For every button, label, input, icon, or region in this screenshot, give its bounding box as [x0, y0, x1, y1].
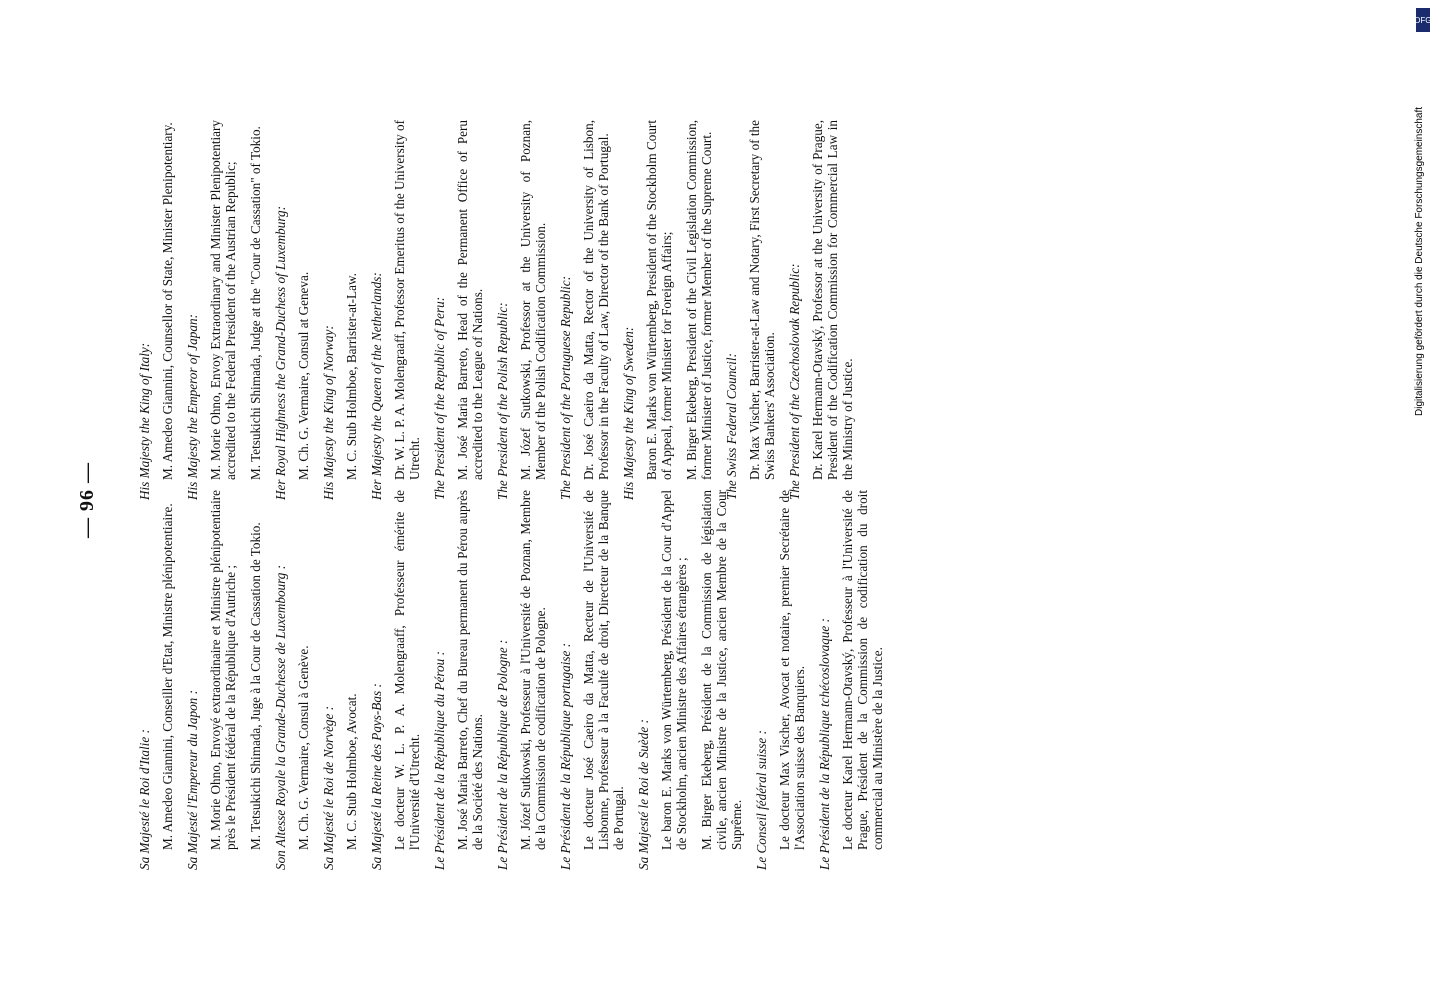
- french-section-heading: Son Altesse Royale la Grande-Duchesse de Luxembourg :: [273, 564, 288, 870]
- french-delegate-entry: Le docteur Karel Hermann-Otavský, Professeur à l'Université de Prague, Président de la Commission de codification du droit commercial au Ministère de la Justice.: [840, 490, 885, 850]
- french-section-heading: Le Président de la République portugaise :: [558, 642, 573, 870]
- english-delegate-entry: Dr. W. L. P. A. Molengraaff, Professor Emeritus of the University of Utrecht.: [392, 120, 422, 480]
- english-section-heading: His Majesty the King of Norway:: [321, 325, 336, 500]
- english-section-heading: The President of the Portuguese Republic:: [558, 275, 573, 500]
- english-delegate-entry: Dr. José Caeiro da Matta, Rector of the University of Lisbon, Professor in the Faculty of Law, Director of the Bank of Portugal.: [581, 120, 611, 480]
- french-section-heading: Le Conseil fédéral suisse :: [754, 730, 769, 870]
- english-delegate-entry: M. Birger Ekeberg, President of the Civil Legislation Commission, former Minister of Justice, former Member of the Supreme Court.: [684, 120, 714, 480]
- english-delegate-entry: M. Amedeo Giannini, Counsellor of State, Minister Plenipotentiary.: [160, 122, 175, 480]
- english-section-heading: His Majesty the Emperor of Japan:: [185, 314, 200, 500]
- french-section-heading: Le Président de la République du Pérou :: [432, 651, 447, 870]
- french-delegate-entry: M. José Maria Barreto, Chef du Bureau permanent du Pérou auprès de la Société des Nations.: [455, 490, 485, 850]
- english-section-heading: His Majesty the King of Italy:: [137, 342, 152, 500]
- french-section-heading: Sa Majesté la Reine des Pays-Bas :: [369, 683, 384, 870]
- english-delegate-entry: M. Tetsukichi Shimada, Judge at the "Cour de Cassation" of Tokio.: [248, 126, 263, 480]
- english-delegate-entry: M. Morie Ohno, Envoy Extraordinary and Minister Plenipotentiary accredited to the Federal President of the Austrian Republic;: [208, 120, 238, 480]
- french-column: [127, 490, 895, 870]
- french-delegate-entry: M. Tetsukichi Shimada, Juge à la Cour de Cassation de Tokio.: [248, 522, 263, 850]
- french-section-heading: Le Président de la République de Pologne :: [495, 639, 510, 870]
- page-number: — 96 —: [76, 462, 98, 538]
- french-section-heading: Sa Majesté le Roi de Suède :: [636, 719, 651, 870]
- digitization-note: [1410, 36, 1430, 416]
- english-delegate-entry: M. José Maria Barreto, Head of the Permanent Office of Peru accredited to the League of Nations.: [455, 120, 485, 480]
- french-delegate-entry: M. Józef Sutkowski, Professeur à l'Université de Poznan, Membre de la Commission de codification de Pologne.: [518, 490, 548, 850]
- french-section-heading: Sa Majesté l'Empereur du Japon :: [185, 690, 200, 870]
- english-section-heading: Her Majesty the Queen of the Netherlands:: [369, 272, 384, 500]
- english-column: [127, 120, 865, 500]
- english-delegate-entry: Dr. Karel Hermann-Otavský, Professor at the University of Prague, President of the Codification Commission for Commercial Law in the Ministry of Justice.: [810, 120, 855, 480]
- english-delegate-entry: M. Ch. G. Vermaire, Consul at Geneva.: [296, 271, 311, 480]
- english-section-heading: His Majesty the King of Sweden:: [621, 326, 636, 500]
- french-delegate-entry: M. Morie Ohno, Envoyé extraordinaire et Ministre plénipotentiaire près le Président fédéral de la République d'Autriche ;: [208, 490, 238, 850]
- english-section-heading: The President of the Republic of Peru:: [432, 296, 447, 500]
- english-delegate-entry: Dr. Max Vischer, Barrister-at-Law and Notary, First Secretary of the Swiss Bankers' Association.: [747, 120, 777, 480]
- english-section-heading: The President of the Czechoslovak Republic:: [787, 263, 802, 500]
- english-delegate-entry: M. Józef Sutkowski, Professor at the University of Poznan, Member of the Polish Codification Commission.: [518, 120, 548, 480]
- rotated-content: [67, 70, 1367, 930]
- french-delegate-entry: Le docteur José Caeiro da Matta, Recteur de l'Université de Lisbonne, Professeur à la Faculté de droit, Directeur de la Banque de Portugal.: [581, 490, 626, 850]
- digitization-note-text: Digitalisierung gefördert durch die Deutsche Forschungsgemeinschaft: [1414, 106, 1425, 416]
- french-section-heading: Sa Majesté le Roi de Norvège :: [321, 705, 336, 870]
- french-delegate-entry: Le baron E. Marks von Würtemberg, Président de la Cour d'Appel de Stockholm, ancien Ministre des Affaires étrangères ;: [659, 490, 689, 850]
- english-delegate-entry: M. C. Stub Holmboe, Barrister-at-Law.: [344, 273, 359, 480]
- english-section-heading: Her Royal Highness the Grand-Duchess of Luxemburg:: [273, 206, 288, 500]
- french-delegate-entry: M. Amedeo Giannini, Conseiller d'Etat, Ministre plénipotentiaire.: [160, 503, 175, 850]
- french-delegate-entry: M. Birger Ekeberg, Président de la Commission de législation civile, ancien Ministre de la Justice, ancien Membre de la Cour Suprême.: [699, 490, 744, 850]
- english-delegate-entry: Baron E. Marks von Würtemberg, President of the Stockholm Court of Appeal, former Minister for Foreign Affairs;: [644, 120, 674, 480]
- english-section-heading: The Swiss Federal Council:: [724, 353, 739, 500]
- dfg-logo: DFG: [1416, 8, 1430, 32]
- french-delegate-entry: Le docteur Max Vischer, Avocat et notaire, premier Secrétaire de l'Association suisse des Banquiers.: [777, 490, 807, 850]
- french-delegate-entry: M. Ch. G. Vermaire, Consul à Genève.: [296, 645, 311, 850]
- french-section-heading: Sa Majesté le Roi d'Italie :: [137, 729, 152, 870]
- french-delegate-entry: M. C. Stub Holmboe, Avocat.: [344, 693, 359, 850]
- french-section-heading: Le Président de la République tchécoslovaque :: [817, 618, 832, 870]
- english-section-heading: The President of the Polish Republic:: [495, 302, 510, 500]
- french-delegate-entry: Le docteur W. L. P. A. Molengraaff, Professeur émérite de l'Université d'Utrecht.: [392, 490, 422, 850]
